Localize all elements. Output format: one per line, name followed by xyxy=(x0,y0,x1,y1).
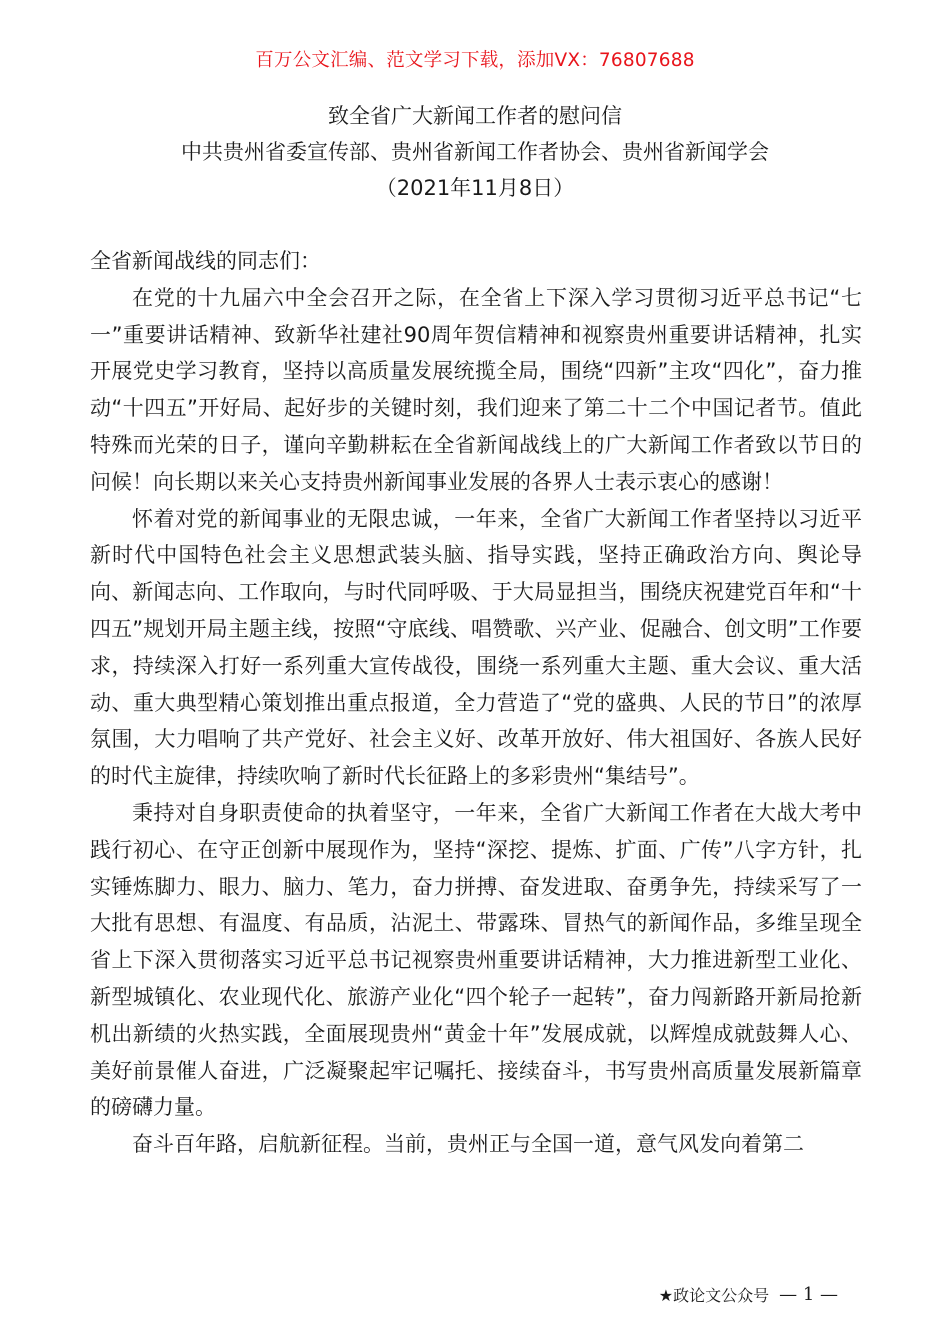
document-authors: 中共贵州省委宣传部、贵州省新闻工作者协会、贵州省新闻学会 xyxy=(181,140,769,164)
paragraph: 奋斗百年路，启航新征程。当前，贵州正与全国一道，意气风发向着第二 xyxy=(132,1132,804,1157)
paragraph: 怀着对党的新闻事业的无限忠诚，一年来，全省广大新闻工作者坚持以习近平新时代中国特色社会主义思想武装头脑、指导实践，坚持正确政治方向、舆论导向、新闻志向、工作取向，与时代同呼吸、于大局显担当，围绕庆祝建党百年和“十四五”规划开局主题主线，按照“守底线、唱赞歌、兴产业、促融合、创文明”工作要求，持续深入打好一系列重大宣传战役，围绕一系列重大主题、重大会议、重大活动、重大典型精心策划推出重点报道，全力营造了“党的盛典、人民的节日”的浓厚氛围，大力唱响了共产党好、社会主义好、改革开放好、伟大祖国好、各族人民好的时代主旋律，持续吹响了新时代长征路上的多彩贵州“集结号”。 xyxy=(90,506,862,789)
page-number: — 1 — xyxy=(779,1284,838,1305)
title-block xyxy=(0,98,950,206)
paragraph: 秉持对自身职责使命的执着坚守，一年来，全省广大新闻工作者在大战大考中践行初心、在守正创新中展现作为，坚持“深挖、提炼、扩面、广传”八字方针，扎实锤炼脚力、眼力、脑力、笔力，奋力拼搏、奋发进取、奋勇争先，持续采写了一大批有思想、有温度、有品质，沾泥土、带露珠、冒热气的新闻作品，多维呈现全省上下深入贯彻落实习近平总书记视察贵州重要讲话精神，大力推进新型工业化、新型城镇化、农业现代化、旅游产业化“四个轮子一起转”，奋力闯新路开新局抢新机出新绩的火热实践，全面展现贵州“黄金十年”发展成就，以辉煌成就鼓舞人心、美好前景催人奋进，广泛凝聚起牢记嘱托、接续奋斗，书写贵州高质量发展新篇章的磅礴力量。 xyxy=(90,800,862,1120)
document-date: （2021年11月8日） xyxy=(375,176,575,200)
salutation: 全省新闻战线的同志们： xyxy=(90,249,321,273)
document-title: 致全省广大新闻工作者的慰问信 xyxy=(328,104,622,128)
paragraph: 在党的十九届六中全会召开之际，在全省上下深入学习贯彻习近平总书记“七一”重要讲话精神、致新华社建社90周年贺信精神和视察贵州重要讲话精神，扎实开展党史学习教育，坚持以高质量发展统揽全局，围绕“四新”主攻“四化”，奋力推动“十四五”开好局、起好步的关键时刻，我们迎来了第二十二个中国记者节。值此特殊而光荣的日子，谨向辛勤耕耘在全省新闻战线上的广大新闻工作者致以节日的问候！向长期以来关心支持贵州新闻事业发展的各界人士表示衷心的感谢！ xyxy=(90,285,862,494)
promo-header: 百万公文汇编、范文学习下载，添加VX：76807688 xyxy=(255,50,695,71)
document-body xyxy=(90,243,862,1163)
footer-source: ★政论文公众号 xyxy=(658,1286,770,1305)
page-footer xyxy=(659,1283,838,1306)
